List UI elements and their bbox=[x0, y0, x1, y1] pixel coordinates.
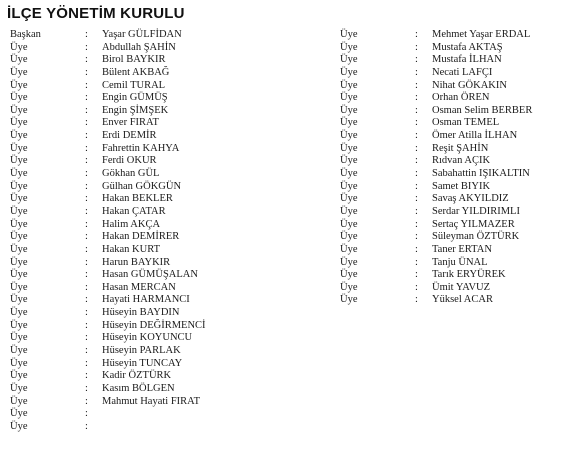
member-name: Ömer Atilla İLHAN bbox=[432, 130, 518, 142]
member-name: Mahmut Hayati FIRAT bbox=[102, 395, 200, 407]
member-role: Üye bbox=[340, 168, 358, 180]
member-row bbox=[10, 181, 206, 194]
separator-colon: : bbox=[415, 41, 418, 53]
member-row bbox=[340, 219, 532, 232]
separator-colon: : bbox=[85, 281, 88, 293]
member-role: Üye bbox=[340, 243, 358, 255]
member-row bbox=[340, 168, 532, 181]
member-role: Üye bbox=[10, 104, 28, 116]
member-name: Süleyman ÖZTÜRK bbox=[432, 231, 520, 243]
member-role: Üye bbox=[340, 117, 358, 129]
separator-colon: : bbox=[85, 357, 88, 369]
separator-colon: : bbox=[415, 281, 418, 293]
separator-colon: : bbox=[415, 231, 418, 243]
member-name: Hakan BEKLER bbox=[102, 193, 173, 205]
member-row bbox=[340, 294, 532, 307]
member-role: Üye bbox=[10, 332, 28, 344]
member-role: Üye bbox=[10, 256, 28, 268]
separator-colon: : bbox=[415, 256, 418, 268]
member-name: Gülhan GÖKGÜN bbox=[102, 180, 182, 192]
member-row bbox=[10, 231, 206, 244]
member-name: Gökhan GÜL bbox=[102, 168, 160, 180]
member-role: Üye bbox=[10, 395, 28, 407]
member-name: Abdullah ŞAHİN bbox=[102, 41, 176, 53]
separator-colon: : bbox=[85, 205, 88, 217]
member-row bbox=[340, 117, 532, 130]
member-role: Üye bbox=[10, 117, 28, 129]
member-name: Birol BAYKIR bbox=[102, 54, 166, 66]
member-row bbox=[10, 92, 206, 105]
member-row bbox=[10, 168, 206, 181]
member-row bbox=[10, 219, 206, 232]
member-name: Hakan ÇATAR bbox=[102, 205, 166, 217]
member-row bbox=[340, 257, 532, 270]
member-name: Hakan DEMİRER bbox=[102, 231, 180, 243]
member-row bbox=[10, 117, 206, 130]
member-role: Üye bbox=[10, 408, 28, 420]
separator-colon: : bbox=[85, 319, 88, 331]
member-row bbox=[10, 282, 206, 295]
member-role: Üye bbox=[340, 41, 358, 53]
member-row bbox=[10, 370, 206, 383]
member-row bbox=[10, 244, 206, 257]
member-row bbox=[340, 105, 532, 118]
member-name: Savaş AKYILDIZ bbox=[432, 193, 509, 205]
member-row bbox=[10, 320, 206, 333]
separator-colon: : bbox=[85, 269, 88, 281]
separator-colon: : bbox=[415, 29, 418, 40]
member-role: Üye bbox=[10, 281, 28, 293]
member-role: Üye bbox=[10, 168, 28, 180]
separator-colon: : bbox=[415, 243, 418, 255]
member-role: Üye bbox=[10, 41, 28, 53]
member-role: Üye bbox=[10, 294, 28, 306]
separator-colon: : bbox=[85, 420, 88, 432]
member-row bbox=[340, 282, 532, 295]
member-name: Mustafa İLHAN bbox=[432, 54, 502, 66]
separator-colon: : bbox=[85, 41, 88, 53]
separator-colon: : bbox=[415, 66, 418, 78]
member-row bbox=[340, 206, 532, 219]
separator-colon: : bbox=[85, 142, 88, 154]
member-name: Osman TEMEL bbox=[432, 117, 500, 129]
member-row bbox=[10, 206, 206, 219]
member-role: Üye bbox=[340, 142, 358, 154]
member-name: Ümit YAVUZ bbox=[432, 281, 491, 293]
member-role: Başkan bbox=[10, 29, 41, 40]
separator-colon: : bbox=[415, 104, 418, 116]
member-role: Üye bbox=[10, 357, 28, 369]
member-role: Üye bbox=[340, 29, 358, 40]
member-row bbox=[340, 130, 532, 143]
member-name: Ferdi OKUR bbox=[102, 155, 157, 167]
member-row bbox=[340, 269, 532, 282]
separator-colon: : bbox=[85, 155, 88, 167]
separator-colon: : bbox=[85, 54, 88, 66]
member-name: Sertaç YILMAZER bbox=[432, 218, 515, 230]
member-row bbox=[10, 294, 206, 307]
separator-colon: : bbox=[415, 117, 418, 129]
member-role: Üye bbox=[340, 130, 358, 142]
member-name: Necati LAFÇI bbox=[432, 66, 493, 78]
member-role: Üye bbox=[340, 104, 358, 116]
member-name: Kasım BÖLGEN bbox=[102, 382, 175, 394]
member-name: Hüseyin BAYDIN bbox=[102, 307, 180, 319]
member-row bbox=[340, 42, 532, 55]
member-row bbox=[340, 92, 532, 105]
separator-colon: : bbox=[85, 243, 88, 255]
separator-colon: : bbox=[415, 168, 418, 180]
member-name: Mehmet Yaşar ERDAL bbox=[432, 29, 531, 40]
member-row bbox=[340, 181, 532, 194]
separator-colon: : bbox=[415, 79, 418, 91]
member-name: Nihat GÖKAKIN bbox=[432, 79, 507, 91]
member-row bbox=[10, 105, 206, 118]
member-row bbox=[10, 54, 206, 67]
member-role: Üye bbox=[340, 205, 358, 217]
member-role: Üye bbox=[340, 281, 358, 293]
member-name: Kadir ÖZTÜRK bbox=[102, 370, 172, 382]
member-row bbox=[10, 257, 206, 270]
member-name: Bülent AKBAĞ bbox=[102, 66, 170, 78]
member-row bbox=[340, 231, 532, 244]
member-row bbox=[10, 383, 206, 396]
separator-colon: : bbox=[415, 205, 418, 217]
separator-colon: : bbox=[85, 231, 88, 243]
separator-colon: : bbox=[85, 382, 88, 394]
member-role: Üye bbox=[340, 218, 358, 230]
member-name: Harun BAYKIR bbox=[102, 256, 171, 268]
member-role: Üye bbox=[10, 180, 28, 192]
member-name: Rıdvan AÇIK bbox=[432, 155, 491, 167]
separator-colon: : bbox=[85, 294, 88, 306]
member-name: Hasan MERCAN bbox=[102, 281, 176, 293]
member-name: Hüseyin KOYUNCU bbox=[102, 332, 193, 344]
member-role: Üye bbox=[10, 130, 28, 142]
member-row bbox=[340, 244, 532, 257]
member-row bbox=[340, 143, 532, 156]
separator-colon: : bbox=[85, 408, 88, 420]
separator-colon: : bbox=[85, 193, 88, 205]
member-role: Üye bbox=[10, 370, 28, 382]
member-role: Üye bbox=[340, 155, 358, 167]
member-name: Hasan GÜMÜŞALAN bbox=[102, 269, 198, 281]
member-name: Osman Selim BERBER bbox=[432, 104, 533, 116]
member-row bbox=[340, 80, 532, 93]
member-name: Cemil TURAL bbox=[102, 79, 166, 91]
member-role: Üye bbox=[10, 269, 28, 281]
member-row bbox=[340, 54, 532, 67]
member-row bbox=[10, 332, 206, 345]
member-role: Üye bbox=[10, 79, 28, 91]
separator-colon: : bbox=[85, 130, 88, 142]
member-role: Üye bbox=[10, 319, 28, 331]
member-role: Üye bbox=[10, 218, 28, 230]
member-name: Sabahattin IŞIKALTIN bbox=[432, 168, 530, 180]
member-row bbox=[10, 408, 206, 421]
separator-colon: : bbox=[85, 370, 88, 382]
member-name: Hakan KURT bbox=[102, 243, 160, 255]
separator-colon: : bbox=[85, 104, 88, 116]
member-row bbox=[10, 396, 206, 409]
member-role: Üye bbox=[10, 92, 28, 104]
separator-colon: : bbox=[415, 92, 418, 104]
separator-colon: : bbox=[85, 79, 88, 91]
member-name: Hayati HARMANCI bbox=[102, 294, 190, 306]
member-role: Üye bbox=[10, 193, 28, 205]
page-title: İLÇE YÖNETİM KURULU bbox=[7, 5, 185, 22]
member-row bbox=[10, 29, 206, 42]
member-name: Hüseyin TUNCAY bbox=[102, 357, 183, 369]
separator-colon: : bbox=[85, 180, 88, 192]
member-name: Mustafa AKTAŞ bbox=[432, 41, 503, 53]
member-role: Üye bbox=[10, 54, 28, 66]
member-row bbox=[10, 421, 206, 434]
separator-colon: : bbox=[415, 130, 418, 142]
member-row bbox=[10, 269, 206, 282]
separator-colon: : bbox=[85, 307, 88, 319]
member-row bbox=[10, 130, 206, 143]
member-role: Üye bbox=[340, 79, 358, 91]
member-name: Erdi DEMİR bbox=[102, 130, 157, 142]
member-name: Engin ŞİMŞEK bbox=[102, 104, 169, 116]
separator-colon: : bbox=[85, 345, 88, 357]
member-name: Tanju ÜNAL bbox=[432, 256, 488, 268]
separator-colon: : bbox=[85, 168, 88, 180]
member-role: Üye bbox=[340, 231, 358, 243]
member-list-left bbox=[10, 29, 206, 434]
member-name: Yüksel ACAR bbox=[432, 294, 493, 306]
member-name: Serdar YILDIRIMLI bbox=[432, 205, 520, 217]
member-role: Üye bbox=[10, 382, 28, 394]
separator-colon: : bbox=[415, 294, 418, 306]
member-role: Üye bbox=[10, 307, 28, 319]
member-name: Orhan ÖREN bbox=[432, 92, 490, 104]
member-role: Üye bbox=[10, 142, 28, 154]
member-name: Hüseyin PARLAK bbox=[102, 345, 181, 357]
separator-colon: : bbox=[415, 155, 418, 167]
separator-colon: : bbox=[85, 332, 88, 344]
member-role: Üye bbox=[340, 180, 358, 192]
member-role: Üye bbox=[10, 420, 28, 432]
member-role: Üye bbox=[340, 256, 358, 268]
member-name: Hüseyin DEĞİRMENCİ bbox=[102, 319, 206, 331]
member-name: Enver FIRAT bbox=[102, 117, 159, 129]
separator-colon: : bbox=[415, 142, 418, 154]
separator-colon: : bbox=[415, 269, 418, 281]
member-role: Üye bbox=[340, 66, 358, 78]
separator-colon: : bbox=[415, 54, 418, 66]
member-row bbox=[10, 193, 206, 206]
member-role: Üye bbox=[340, 193, 358, 205]
separator-colon: : bbox=[85, 66, 88, 78]
member-row bbox=[10, 67, 206, 80]
member-name: Engin GÜMÜŞ bbox=[102, 92, 168, 104]
member-row bbox=[340, 193, 532, 206]
separator-colon: : bbox=[85, 92, 88, 104]
separator-colon: : bbox=[85, 29, 88, 40]
member-name: Reşit ŞAHİN bbox=[432, 142, 489, 154]
member-row bbox=[340, 29, 532, 42]
member-row bbox=[10, 42, 206, 55]
separator-colon: : bbox=[415, 180, 418, 192]
member-role: Üye bbox=[340, 269, 358, 281]
member-role: Üye bbox=[10, 345, 28, 357]
separator-colon: : bbox=[85, 117, 88, 129]
separator-colon: : bbox=[415, 218, 418, 230]
member-name: Taner ERTAN bbox=[432, 243, 492, 255]
member-role: Üye bbox=[10, 243, 28, 255]
separator-colon: : bbox=[85, 256, 88, 268]
separator-colon: : bbox=[85, 218, 88, 230]
member-row bbox=[10, 307, 206, 320]
member-name: Tarık ERYÜREK bbox=[432, 269, 506, 281]
member-list-right bbox=[340, 29, 532, 307]
member-name: Fahrettin KAHYA bbox=[102, 142, 180, 154]
member-name: Samet BIYIK bbox=[432, 180, 491, 192]
member-name: Halim AKÇA bbox=[102, 218, 161, 230]
member-row bbox=[10, 143, 206, 156]
member-role: Üye bbox=[340, 294, 358, 306]
member-row bbox=[10, 155, 206, 168]
member-row bbox=[340, 155, 532, 168]
separator-colon: : bbox=[415, 193, 418, 205]
member-role: Üye bbox=[10, 66, 28, 78]
member-role: Üye bbox=[340, 92, 358, 104]
member-role: Üye bbox=[10, 205, 28, 217]
separator-colon: : bbox=[85, 395, 88, 407]
member-row bbox=[340, 67, 532, 80]
member-name: Yaşar GÜLFİDAN bbox=[102, 29, 182, 40]
member-role: Üye bbox=[10, 155, 28, 167]
member-role: Üye bbox=[340, 54, 358, 66]
member-row bbox=[10, 358, 206, 371]
member-role: Üye bbox=[10, 231, 28, 243]
member-row bbox=[10, 80, 206, 93]
member-row bbox=[10, 345, 206, 358]
